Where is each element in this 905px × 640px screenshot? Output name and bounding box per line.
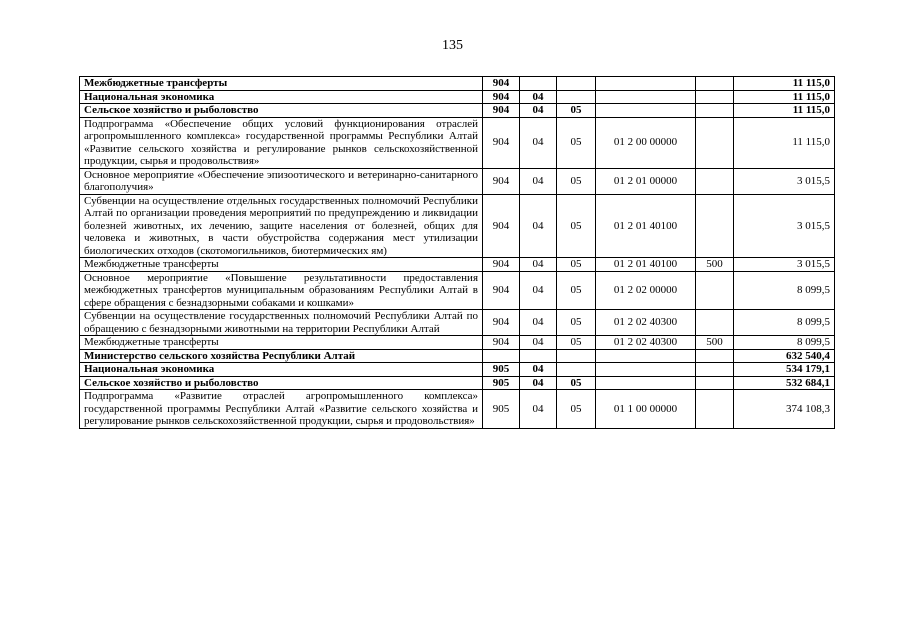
row-amount: 3 015,5	[734, 258, 835, 272]
table-row	[80, 104, 835, 118]
row-expense-type-code	[696, 310, 734, 336]
table-row	[80, 336, 835, 350]
row-ministry-code: 904	[483, 336, 520, 350]
row-ministry-code: 905	[483, 376, 520, 390]
row-subsection-code	[557, 349, 596, 363]
row-name-cell: Межбюджетные трансферты	[80, 336, 483, 350]
row-expense-type-code	[696, 168, 734, 194]
row-ministry-code: 904	[483, 310, 520, 336]
row-section-code: 04	[520, 376, 557, 390]
row-ministry-code: 904	[483, 168, 520, 194]
row-section-code: 04	[520, 271, 557, 310]
row-ministry-code	[483, 349, 520, 363]
row-name-cell: Министерство сельского хозяйства Республики Алтай	[80, 349, 483, 363]
row-name-cell: Субвенции на осуществление отдельных государственных полномочий Республики Алтай по организации проведения мероприятий по предупреждению и ликвидации болезней животных, их лечению, защите населения от болезней, общих для человека и животных, в части обустройства содержания мест утилизации биологических отходов (скотомогильников, биотермических ям)	[80, 194, 483, 258]
table-row	[80, 349, 835, 363]
row-name-cell: Основное мероприятие «Обеспечение эпизоотического и ветеринарно-санитарного благополучия»	[80, 168, 483, 194]
row-target-article-code: 01 2 01 40100	[596, 194, 696, 258]
row-expense-type-code	[696, 363, 734, 377]
row-section-code: 04	[520, 363, 557, 377]
row-name-cell: Национальная экономика	[80, 90, 483, 104]
table-row	[80, 90, 835, 104]
row-name-cell: Межбюджетные трансферты	[80, 258, 483, 272]
row-section-code: 04	[520, 168, 557, 194]
table-row	[80, 390, 835, 429]
row-subsection-code: 05	[557, 168, 596, 194]
table-body	[80, 77, 835, 429]
row-amount: 632 540,4	[734, 349, 835, 363]
row-target-article-code: 01 2 02 40300	[596, 336, 696, 350]
row-ministry-code: 905	[483, 390, 520, 429]
row-target-article-code: 01 2 02 40300	[596, 310, 696, 336]
row-subsection-code	[557, 363, 596, 377]
row-ministry-code: 904	[483, 104, 520, 118]
row-expense-type-code	[696, 349, 734, 363]
table-row	[80, 117, 835, 168]
row-subsection-code: 05	[557, 376, 596, 390]
row-name-cell: Подпрограмма «Обеспечение общих условий функционирования отраслей агропромышленного комплекса» государственной программы Республики Алтай «Развитие сельского хозяйства и регулирование рынков сельскохозяйственной продукции, сырья и продовольствия»	[80, 117, 483, 168]
row-target-article-code: 01 2 02 00000	[596, 271, 696, 310]
row-section-code	[520, 349, 557, 363]
row-target-article-code	[596, 77, 696, 91]
row-ministry-code: 905	[483, 363, 520, 377]
row-subsection-code: 05	[557, 336, 596, 350]
table-row	[80, 271, 835, 310]
row-name-cell: Подпрограмма «Развитие отраслей агропромышленного комплекса» государственной программы Республики Алтай «Развитие сельского хозяйства и регулирование рынков сельскохозяйственной продукции, сырья и продовольствия»	[80, 390, 483, 429]
row-section-code: 04	[520, 117, 557, 168]
row-target-article-code: 01 2 00 00000	[596, 117, 696, 168]
row-amount: 3 015,5	[734, 194, 835, 258]
row-target-article-code	[596, 349, 696, 363]
row-subsection-code: 05	[557, 194, 596, 258]
row-ministry-code: 904	[483, 258, 520, 272]
row-amount: 11 115,0	[734, 77, 835, 91]
row-subsection-code: 05	[557, 117, 596, 168]
row-amount: 3 015,5	[734, 168, 835, 194]
budget-table	[79, 76, 835, 429]
row-name-cell: Сельское хозяйство и рыболовство	[80, 376, 483, 390]
row-section-code: 04	[520, 194, 557, 258]
row-subsection-code: 05	[557, 271, 596, 310]
row-expense-type-code: 500	[696, 336, 734, 350]
page-number: 135	[442, 38, 463, 53]
row-name-cell: Основное мероприятие «Повышение результативности предоставления межбюджетных трансфертов муниципальным образованиям Республики Алтай в сфере обращения с безнадзорными собаками и кошками»	[80, 271, 483, 310]
row-section-code: 04	[520, 310, 557, 336]
row-subsection-code: 05	[557, 390, 596, 429]
row-section-code: 04	[520, 390, 557, 429]
row-name-cell: Межбюджетные трансферты	[80, 77, 483, 91]
row-target-article-code	[596, 363, 696, 377]
row-subsection-code: 05	[557, 310, 596, 336]
row-section-code: 04	[520, 90, 557, 104]
row-ministry-code: 904	[483, 77, 520, 91]
row-target-article-code	[596, 104, 696, 118]
row-subsection-code	[557, 90, 596, 104]
row-name-cell: Субвенции на осуществление государственных полномочий Республики Алтай по обращению с безнадзорными животными на территории Республики Алтай	[80, 310, 483, 336]
row-target-article-code: 01 1 00 00000	[596, 390, 696, 429]
row-section-code	[520, 77, 557, 91]
row-amount: 11 115,0	[734, 117, 835, 168]
table-row	[80, 194, 835, 258]
row-target-article-code: 01 2 01 40100	[596, 258, 696, 272]
row-expense-type-code	[696, 104, 734, 118]
row-subsection-code: 05	[557, 104, 596, 118]
row-subsection-code: 05	[557, 258, 596, 272]
row-expense-type-code	[696, 390, 734, 429]
row-amount: 8 099,5	[734, 271, 835, 310]
row-amount: 11 115,0	[734, 104, 835, 118]
table-row	[80, 258, 835, 272]
row-name-cell: Сельское хозяйство и рыболовство	[80, 104, 483, 118]
row-amount: 532 684,1	[734, 376, 835, 390]
row-expense-type-code	[696, 376, 734, 390]
row-amount: 8 099,5	[734, 310, 835, 336]
row-ministry-code: 904	[483, 271, 520, 310]
table-row	[80, 77, 835, 91]
table-row	[80, 376, 835, 390]
table-row	[80, 310, 835, 336]
table-row	[80, 363, 835, 377]
row-amount: 534 179,1	[734, 363, 835, 377]
row-ministry-code: 904	[483, 117, 520, 168]
row-expense-type-code	[696, 271, 734, 310]
row-amount: 11 115,0	[734, 90, 835, 104]
table-row	[80, 168, 835, 194]
row-section-code: 04	[520, 336, 557, 350]
row-target-article-code: 01 2 01 00000	[596, 168, 696, 194]
row-name-cell: Национальная экономика	[80, 363, 483, 377]
row-target-article-code	[596, 376, 696, 390]
row-ministry-code: 904	[483, 194, 520, 258]
row-section-code: 04	[520, 258, 557, 272]
row-amount: 8 099,5	[734, 336, 835, 350]
row-expense-type-code	[696, 117, 734, 168]
row-ministry-code: 904	[483, 90, 520, 104]
row-expense-type-code	[696, 77, 734, 91]
row-amount: 374 108,3	[734, 390, 835, 429]
row-expense-type-code	[696, 194, 734, 258]
row-expense-type-code	[696, 90, 734, 104]
row-target-article-code	[596, 90, 696, 104]
row-subsection-code	[557, 77, 596, 91]
row-section-code: 04	[520, 104, 557, 118]
row-expense-type-code: 500	[696, 258, 734, 272]
